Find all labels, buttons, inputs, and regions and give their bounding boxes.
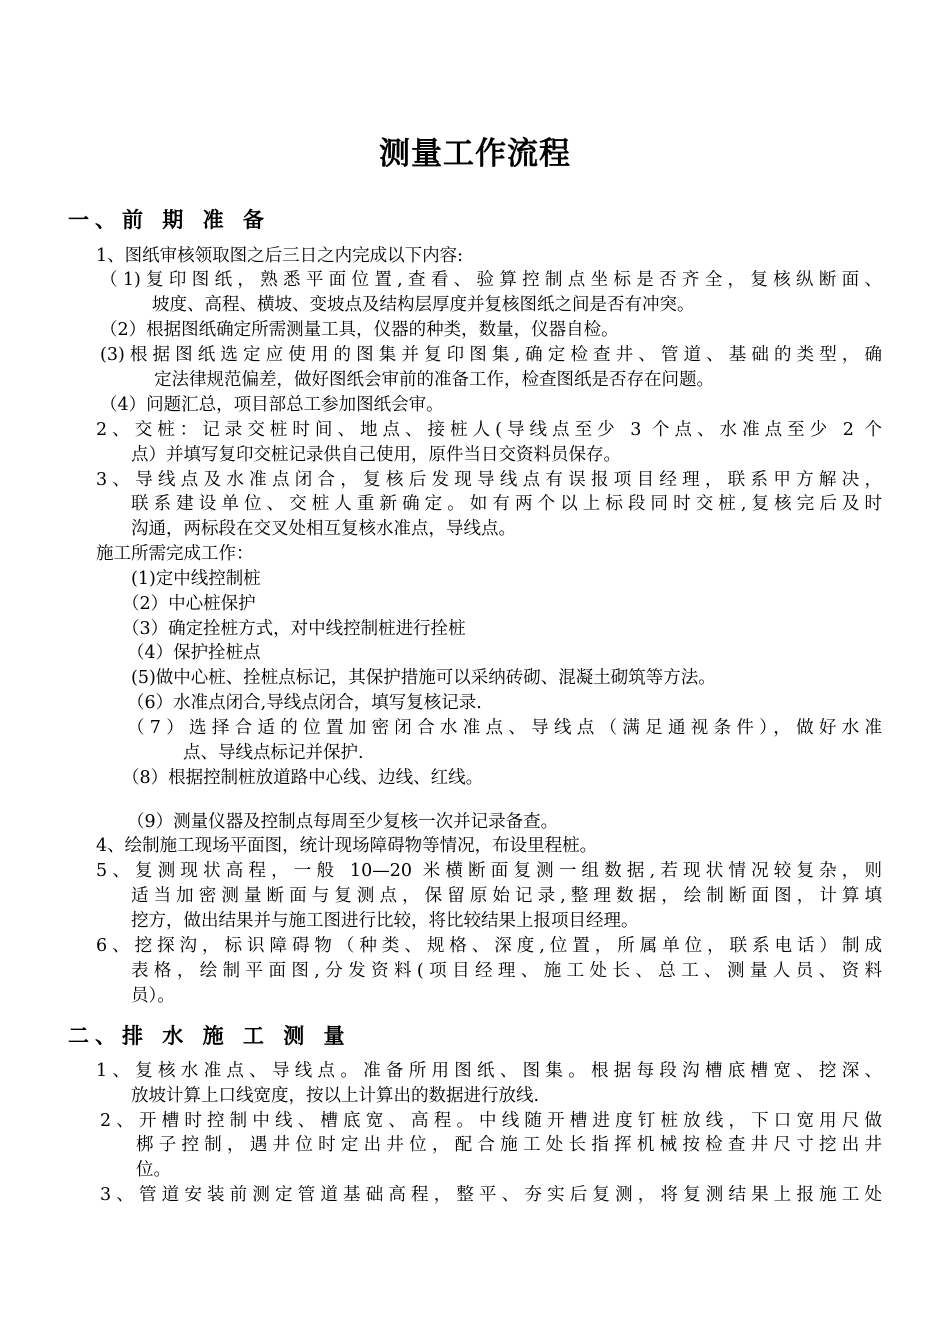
text-line: 沟通，两标段在交叉处相互复核水准点，导线点。 [131,519,516,539]
text-line: 1、图纸审核领取图之后三日之内完成以下内容: [96,246,464,266]
text-line: （8）根据控制桩放道路中心线、边线、红线。 [122,768,484,788]
text-line: 适当加密测量断面与复测点，保留原始记录,整理数据，绘制断面图，计算填 [131,886,882,906]
text-line: 表格，绘制平面图,分发资料(项目经理、施工处长、总工、测量人员、资料 [131,961,882,981]
text-line: (5)做中心桩、拴桩点标记，其保护措施可以采纳砖砌、混凝土砌筑等方法。 [131,668,716,688]
text-line: 员）。 [131,986,175,1006]
text-line: （2）根据图纸确定所需测量工具，仪器的种类，数量，仪器自检。 [100,320,619,340]
text-line: 位。 [136,1160,171,1180]
text-line: （3）确定拴桩方式，对中线控制桩进行拴桩 [122,619,466,639]
text-line: 2、开槽时控制中线、槽底宽、高程。中线随开槽进度钉桩放线，下口宽用尺做 [100,1111,882,1131]
text-line: （9）测量仪器及控制点每周至少复核一次并记录备查。 [127,812,559,832]
text-line: 点、导线点标记并保护. [183,743,364,763]
text-line: 3、导线点及水准点闭合，复核后发现导线点有误报项目经理，联系甲方解决， [96,470,882,490]
page-title: 测量工作流程 [379,136,571,172]
text-line: 定法律规范偏差，做好图纸会审前的准备工作，检查图纸是否存在问题。 [154,370,714,390]
text-line: 放坡计算上口线宽度，按以上计算出的数据进行放线. [131,1086,540,1106]
text-line: （4）保护拴桩点 [127,643,261,663]
text-line: 6、挖探沟，标识障碍物（种类、规格、深度,位置，所属单位，联系电话）制成 [96,936,882,956]
text-line: 1、复核水准点、导线点。准备所用图纸、图集。根据每段沟槽底槽宽、挖深、 [96,1061,882,1081]
text-line: (1)定中线控制桩 [131,569,261,589]
section-heading-drainage-survey: 二、排 水 施 工 测 量 [68,1024,351,1048]
text-line: （4）问题汇总，项目部总工参加图纸会审。 [100,395,444,415]
text-line: （6）水准点闭合,导线点闭合，填写复核记录. [127,693,482,713]
text-line: （7）选择合适的位置加密闭合水准点、导线点（满足通视条件），做好水准 [127,718,882,738]
section-heading-preparation: 一、前 期 准 备 [68,208,270,232]
text-line: 坡度、高程、横坡、变坡点及结构层厚度并复核图纸之间是否有冲突。 [152,295,695,315]
text-line: 3、管道安装前测定管道基础高程，整平、夯实后复测，将复测结果上报施工处 [100,1185,882,1205]
text-line: （2）中心桩保护 [122,594,256,614]
text-line: 2、交桩：记录交桩时间、地点、接桩人(导线点至少 3 个点、水准点至少 2 个 [96,420,882,440]
text-line: (3)根据图纸选定应使用的图集并复印图集,确定检查井、管道、基础的类型，确 [100,345,882,365]
text-line: 4、绘制施工现场平面图，统计现场障碍物等情况，布设里程桩。 [96,836,598,856]
text-line: 施工所需完成工作： [96,544,254,564]
text-line: 联系建设单位、交桩人重新确定。如有两个以上标段同时交桩,复核完后及时 [131,494,882,514]
text-line: 挖方，做出结果并与施工图进行比较，将比较结果上报项目经理。 [131,911,639,931]
text-line: 点）并填写复印交桩记录供自己使用，原件当日交资料员保存。 [131,445,621,465]
text-line: 梆子控制，遇井位时定出井位，配合施工处长指挥机械按检查井尺寸挖出井 [136,1135,882,1155]
text-line: 5、复测现状高程，一般 10—20 米横断面复测一组数据,若现状情况较复杂，则 [96,861,882,881]
text-line: （1)复印图纸，熟悉平面位置,查看、验算控制点坐标是否齐全，复核纵断面、 [100,270,882,290]
